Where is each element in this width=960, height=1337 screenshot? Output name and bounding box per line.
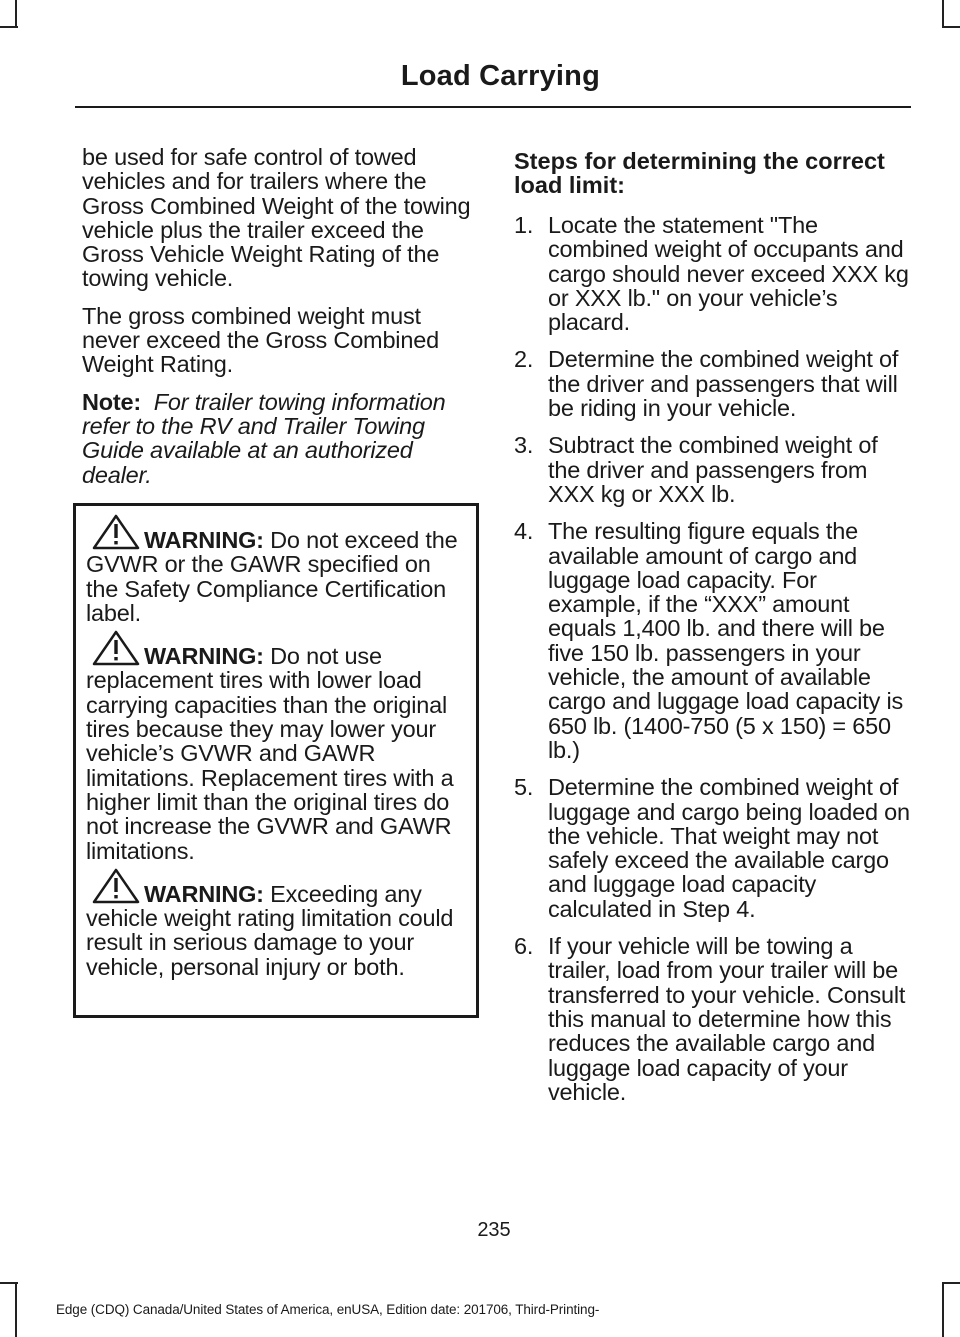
section-heading: Steps for determining the correct load limit:	[514, 148, 885, 198]
crop-mark	[0, 1282, 18, 1284]
warning-item	[86, 644, 468, 863]
step-text: If your vehicle will be towing a trailer, load from your trailer will be transferred to your vehicle. Consult this manual to determine how this reduces the available cargo and luggage load capacity of your vehicle.	[548, 933, 906, 1105]
step-item	[514, 519, 914, 762]
step-item	[514, 347, 914, 420]
body-paragraph: be used for safe control of towed vehicles and for trailers where the Gross Combined Weight of the towing vehicle plus the trailer exceed the Gross Vehicle Weight Rating of the towing vehicle.	[82, 144, 471, 292]
crop-mark	[942, 1282, 960, 1284]
step-text: Determine the combined weight of the driver and passengers that will be riding in your vehicle.	[548, 346, 899, 422]
step-item	[514, 213, 914, 334]
warning-item	[86, 882, 468, 979]
right-column	[514, 145, 914, 1117]
step-text: Subtract the combined weight of the driver and passengers from XXX kg or XXX lb.	[548, 432, 878, 507]
step-number: 6.	[514, 933, 534, 960]
note	[82, 390, 482, 487]
step-number: 5.	[514, 774, 534, 801]
crop-mark	[942, 0, 944, 26]
crop-mark	[15, 1282, 17, 1337]
footer-text: Edge (CDQ) Canada/United States of America, enUSA, Edition date: 201706, Third-Printing-	[56, 1302, 600, 1317]
crop-mark	[15, 0, 17, 26]
step-text: Determine the combined weight of luggage and cargo being loaded on the vehicle. That weight may not safely exceed the available cargo and luggage load capacity calculated in Step 4.	[548, 774, 910, 922]
header-divider	[75, 106, 911, 108]
page-number: 235	[477, 1219, 511, 1241]
step-number: 1.	[514, 212, 534, 238]
note-text: For trailer towing information refer to the RV and Trailer Towing Guide available at an authorized dealer.	[82, 388, 446, 488]
step-number: 4.	[514, 518, 534, 545]
warning-text: Do not use replacement tires with lower load carrying capacities than the original tires because they may lower your vehicle’s GVWR and GAWR limitations. Replacement tires with a higher limit than the original tires do not increase the GVWR and GAWR limitations.	[86, 643, 454, 864]
crop-mark	[942, 26, 960, 28]
warning-label: WARNING:	[144, 880, 264, 907]
body-paragraph: The gross combined weight must never exceed the Gross Combined Weight Rating.	[82, 302, 439, 378]
step-item	[514, 433, 914, 506]
left-column	[82, 145, 482, 500]
warning-text: Do not exceed the GVWR or the GAWR specified on the Safety Compliance Certification label.	[86, 527, 458, 626]
page-title: Load Carrying	[400, 60, 600, 92]
step-number: 2.	[514, 346, 534, 373]
warning-label: WARNING:	[144, 643, 264, 670]
step-item	[514, 775, 914, 921]
warning-label: WARNING:	[144, 527, 264, 553]
warning-triangle-icon	[92, 868, 140, 904]
step-text: Locate the statement "The combined weight of occupants and cargo should never exceed XXX kg or XXX lb." on your vehicle’s placard.	[548, 212, 909, 336]
note-label: Note:	[82, 388, 142, 415]
step-text: The resulting figure equals the available amount of cargo and luggage load capacity. For example, if the “XXX” amount equals 1,400 lb. and there will be five 150 lb. passengers in your vehicle, the amount of available cargo and luggage load capacity is 650 lb. (1400-750 (5 x 150) = 650 lb.)	[548, 518, 904, 763]
warning-triangle-icon	[92, 514, 140, 550]
crop-mark	[0, 26, 18, 28]
steps-list	[514, 213, 914, 1104]
step-item	[514, 934, 914, 1104]
warning-box	[73, 503, 479, 1018]
warning-item	[86, 528, 468, 625]
warning-text: Exceeding any vehicle weight rating limitation could result in serious damage to your vehicle, personal injury or both.	[86, 880, 454, 980]
crop-mark	[942, 1282, 944, 1337]
warning-triangle-icon	[92, 630, 140, 666]
step-number: 3.	[514, 432, 534, 459]
